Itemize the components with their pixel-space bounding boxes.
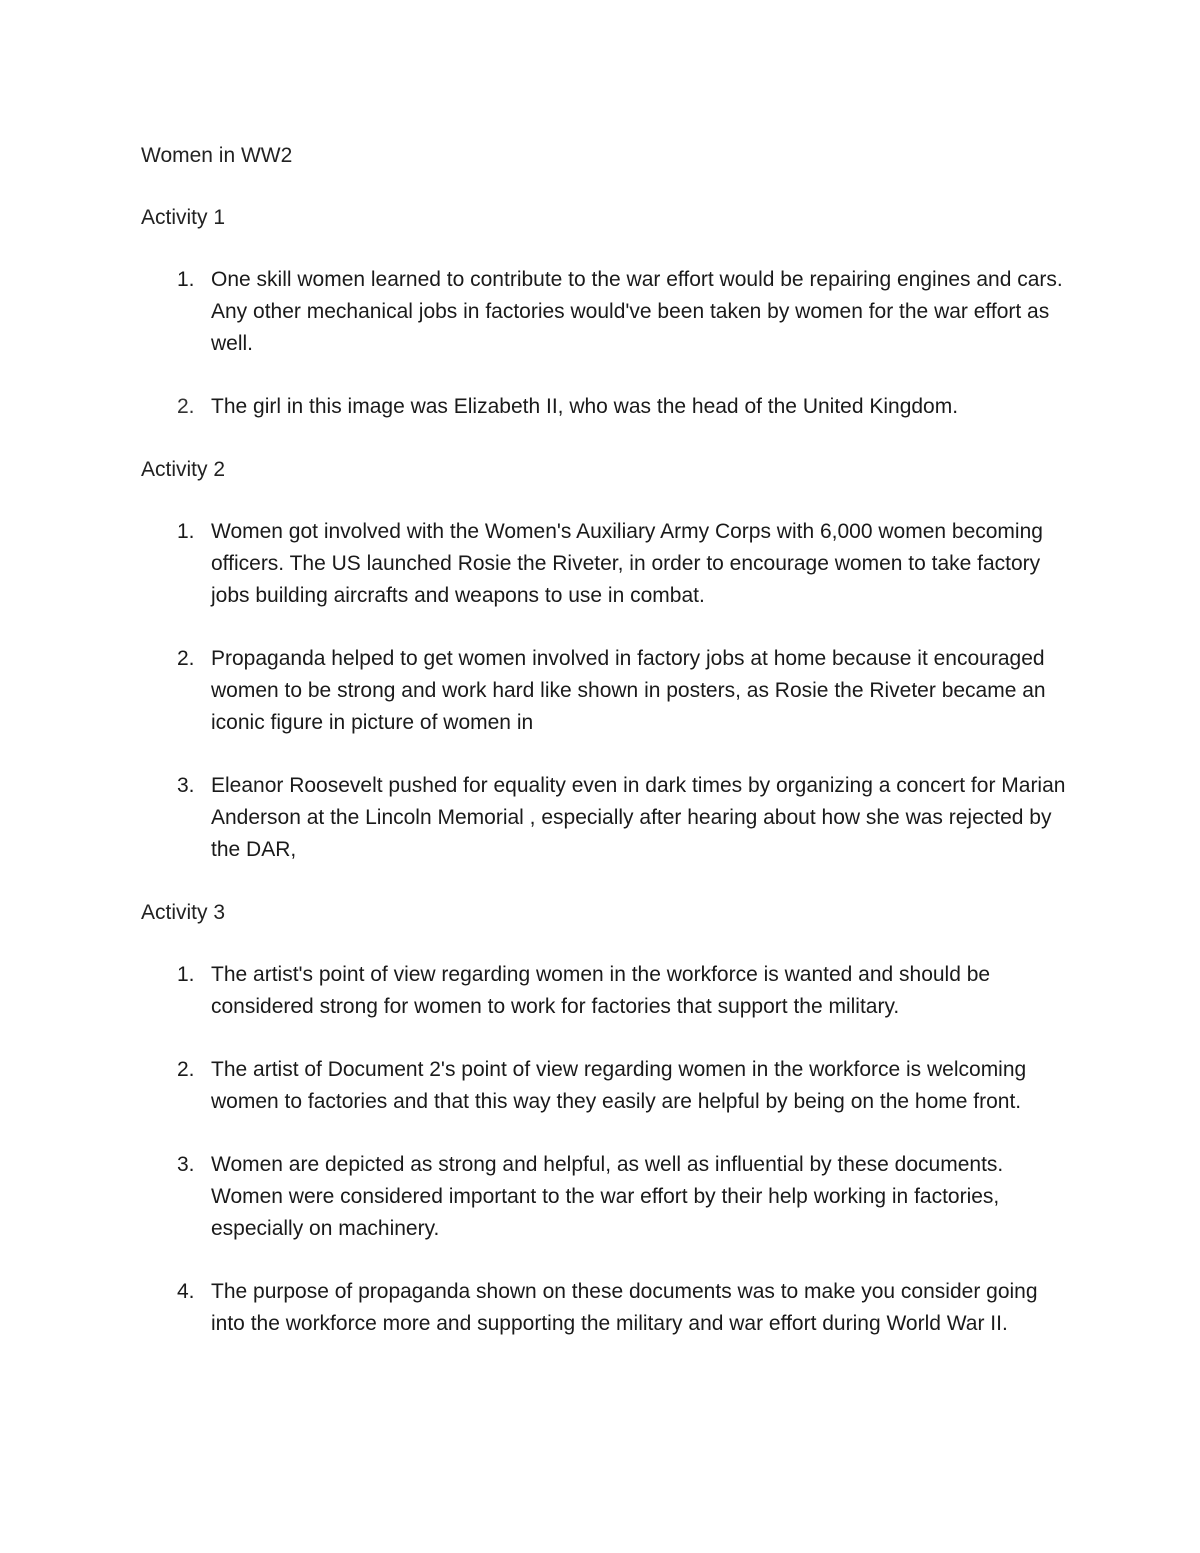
list-item-text: Eleanor Roosevelt pushed for equality even in dark times by organizing a concert for Marian Anderson at the Lincoln Memorial , especially after hearing about how she was rejected by the DAR, [211, 774, 1066, 861]
document-title: Women in WW2 [141, 144, 293, 167]
document-body [141, 140, 1071, 1371]
list-item-text: Women are depicted as strong and helpful, as well as influential by these documents. Women were considered important to the war effort by their help working in factories, especially on machinery. [211, 1153, 1004, 1240]
list-item [141, 770, 1071, 866]
list-item-number: 3. [177, 1153, 195, 1176]
list-item [141, 643, 1071, 739]
list-item [141, 1054, 1071, 1118]
list-item-text: One skill women learned to contribute to the war effort would be repairing engines and cars. Any other mechanical jobs in factories would've been taken by women for the war effort as well. [211, 268, 1063, 355]
list-item-text: The artist of Document 2's point of view regarding women in the workforce is welcoming women to factories and that this way they easily are helpful by being on the home front. [211, 1058, 1027, 1113]
list-item-text: Propaganda helped to get women involved in factory jobs at home because it encouraged women to be strong and work hard like shown in posters, as Rosie the Riveter became an iconic figure in picture of women in [211, 647, 1046, 734]
list-item-number: 1. [177, 520, 195, 543]
list-item-number: 4. [177, 1280, 195, 1303]
list-item-text: The girl in this image was Elizabeth II, who was the head of the United Kingdom. [211, 395, 959, 418]
section-heading-activity-1: Activity 1 [141, 206, 226, 229]
list-item-number: 2. [177, 395, 195, 418]
list-item-number: 3. [177, 774, 195, 797]
list-item-text: The artist's point of view regarding women in the workforce is wanted and should be considered strong for women to work for factories that support the military. [211, 963, 991, 1018]
list-item [141, 1276, 1071, 1340]
list-item-number: 1. [177, 268, 195, 291]
list-item-text: Women got involved with the Women's Auxiliary Army Corps with 6,000 women becoming officers. The US launched Rosie the Riveter, in order to encourage women to take factory jobs building aircrafts and weapons to use in combat. [211, 520, 1043, 607]
list-item [141, 1149, 1071, 1245]
list-item-text: The purpose of propaganda shown on these documents was to make you consider going into the workforce more and supporting the military and war effort during World War II. [211, 1280, 1038, 1335]
activity-3-list [141, 959, 1071, 1340]
section-heading-activity-3: Activity 3 [141, 901, 226, 924]
list-item [141, 264, 1071, 360]
activity-2-list [141, 516, 1071, 866]
section-heading-activity-2: Activity 2 [141, 458, 226, 481]
list-item-number: 1. [177, 963, 195, 986]
list-item [141, 391, 1071, 423]
list-item-number: 2. [177, 1058, 195, 1081]
list-item [141, 959, 1071, 1023]
list-item [141, 516, 1071, 612]
list-item-number: 2. [177, 647, 195, 670]
activity-1-list [141, 264, 1071, 423]
